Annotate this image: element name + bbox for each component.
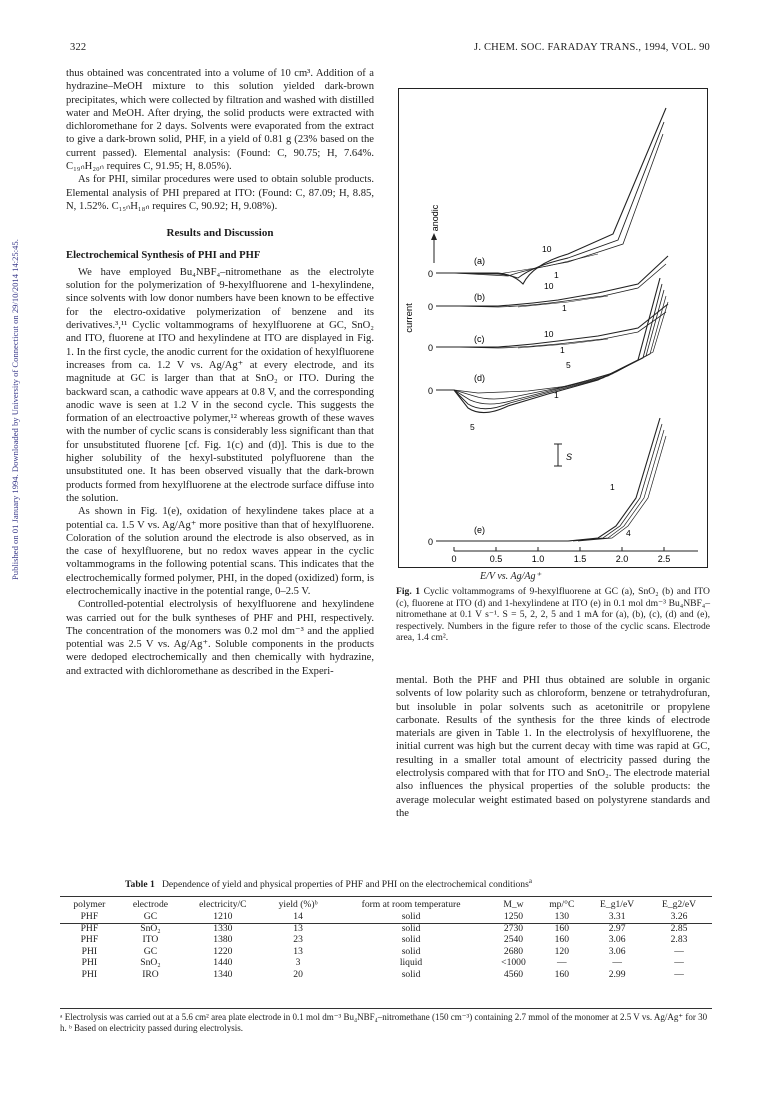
table-cell: 120: [554, 945, 569, 957]
table-rule-bottom: [60, 1008, 712, 1009]
running-header: J. CHEM. SOC. FARADAY TRANS., 1994, VOL. 90: [474, 42, 710, 53]
table-header-cell: polymer: [73, 899, 106, 910]
table-cell: —: [612, 957, 622, 969]
table-cell: solid: [401, 945, 421, 957]
table-cell: —: [557, 957, 567, 969]
table-cell: 2.99: [608, 968, 626, 980]
scan-number: 10: [542, 244, 552, 254]
caption-label: Fig. 1: [396, 586, 421, 597]
table-cell: 2.97: [608, 922, 626, 934]
scan-number: 1: [554, 270, 559, 280]
table-header-row: [60, 898, 710, 911]
paragraph: mental. Both the PHF and PHI thus obtained are soluble in organic solvents of low polarity such as chloroform, benzene or tetrahydrofuran, but insoluble in polar solvents such as acetonitrile or propylene carbonate. Results of the synthesis for the three kinds of electrode materials are given in Table 1. In the electrolysis of hexylfluorene, the initial current was high but the current decay with time was rapid at GC, resulting in a smaller total amount of electricity passed during the electrolysis compared with that for ITO and SnO₂. The electrode material also influences the physical properties of the soluble products: the average molecular weight estimated based on polystyrene standards and the: [396, 675, 710, 819]
table-cell: PHI: [81, 957, 98, 969]
paragraph: As shown in Fig. 1(e), oxidation of hexylindene takes place at a potential ca. 1.5 V vs. Ag/Ag⁺ more positive than that of hexylfluorene. Coloration of the solution around the electrode is also observed, as in the case of hexylfluorene, but no redox waves appear in the cyclic voltammograms in the following potential scans. This indicates that the electrochemically formed polymer, PHI, in the doped (oxidized) form, is electrochemically inactive in the potential range, 0–2.5 V.: [66, 506, 374, 597]
table-title: [125, 877, 715, 890]
paragraph: We have employed Bu₄NBF₄–nitromethane as the electrolyte solution for the polymerization of 9-hexylfluorene and 1-hexylindene, since solvents with low donor numbers have been known to be effective for the electro-oxidative polymerization of benzene and its derivatives.³,¹¹ Cyclic voltammograms of hexylfluorene at GC, SnO₂ and ITO, fluorene at ITO and hexylindene at ITO are displayed in Fig. 1. In the first cycle, the anodic current for the oxidation of hexylfluorene increases from ca. 1.2 V vs. Ag/Ag⁺ at every electrode, and its magnitude at GC is larger than that at SnO₂ or ITO. During the backward scan, a cathodic wave appears at 0.8 V, and the corresponding anodic wave is seen at 1.2 V in the second cycle. This suggests the formation of an electroactive polymer,¹² whereas growth of these waves with the number of cyclic scans is considerably less significant than that for unsubstituted fluorene [cf. Fig. 1(c) and (d)]. This is due to the higher solubility of the hexyl-substituted polyfluorene than the unsubstituted one. It has been observed visually that the dark-brown products formed from hexylfluorene at the electrode surface diffuse into the solution.: [66, 266, 374, 504]
table-cell: GC: [143, 911, 158, 922]
scan-number: 1: [610, 482, 615, 492]
panel-label: (d): [474, 373, 485, 383]
x-tick-label: 1.5: [573, 554, 587, 564]
table-row: [60, 957, 710, 969]
table-cell: 14: [293, 911, 303, 922]
table-cell: solid: [401, 922, 421, 934]
table-cell: 13: [293, 945, 303, 957]
table-cell: 13: [293, 922, 303, 934]
table-cell: 130: [554, 911, 569, 922]
table-cell: 1380: [213, 934, 233, 946]
table-cell: —: [674, 957, 684, 969]
table-cell: ITO: [142, 934, 159, 946]
table-cell: 160: [554, 934, 569, 946]
table-cell: 2.85: [670, 922, 688, 934]
table-header-cell: M_w: [503, 899, 524, 910]
table-cell: 2680: [503, 945, 524, 957]
table-cell: 1220: [213, 945, 233, 957]
scan-number: 4: [626, 528, 631, 538]
x-axis-label: E/V vs. Ag/Ag⁺: [480, 571, 541, 582]
table-header-cell: mp/°C: [549, 899, 575, 910]
table-cell: 1210: [213, 911, 233, 922]
panel-label: (b): [474, 292, 485, 302]
table-row: [60, 911, 710, 923]
table-cell: 2.83: [670, 934, 688, 946]
x-tick-label: 0.5: [489, 554, 503, 564]
table-cell: 3.06: [608, 934, 626, 946]
paragraph: As for PHI, similar procedures were used to obtain soluble products. Elemental analysis of PHI prepared at ITO: (Found: C, 87.09; H, 8.85, N, 1.52%. C₁₅ₙH₁₈ₙ requires C, 90.92; H, 9.08%).: [66, 174, 374, 212]
zero-label: 0: [428, 386, 434, 396]
zero-label: 0: [428, 343, 434, 353]
table-cell: GC: [143, 945, 158, 957]
table-cell: 2540: [503, 934, 524, 946]
x-tick-label: 2.0: [615, 554, 629, 564]
table-cell: SnO₂: [140, 957, 161, 969]
right-column: [396, 674, 710, 820]
table-header-cell: form at room temperature: [361, 899, 461, 910]
table-cell: 20: [293, 968, 303, 980]
table-cell: solid: [401, 934, 421, 946]
table-cell: solid: [401, 968, 421, 980]
table-cell: PHF: [80, 934, 99, 946]
table-label: Table 1: [125, 879, 155, 891]
zero-label: 0: [428, 302, 434, 312]
scan-number: 5: [566, 360, 571, 370]
table-header-cell: E_g1/eV: [600, 899, 635, 910]
table-cell: 1440: [213, 957, 233, 969]
table-header-cell: electricity/C: [199, 899, 247, 910]
table-cell: SnO₂: [140, 922, 161, 934]
scale-bar: [554, 444, 572, 466]
table-cell: PHI: [81, 968, 98, 980]
table-cell: IRO: [142, 968, 159, 980]
x-tick-label: 0: [451, 554, 457, 564]
table-cell: 160: [554, 922, 569, 934]
zero-label: 0: [428, 537, 434, 547]
table-rule-mid: [60, 923, 712, 924]
table-cell: —: [674, 968, 684, 980]
scan-number: 1: [560, 345, 565, 355]
table-cell: 23: [293, 934, 303, 946]
x-axis-ticks: [451, 547, 670, 564]
scale-label: S: [566, 452, 573, 462]
table-cell: PHF: [80, 922, 99, 934]
table-row: [60, 946, 710, 958]
figure-1: [398, 88, 708, 568]
panel-label: (a): [474, 256, 485, 266]
x-tick-label: 2.5: [657, 554, 671, 564]
table-cell: 3.06: [608, 945, 626, 957]
y-axis-label: current: [404, 303, 415, 333]
table-cell: PHI: [81, 945, 98, 957]
scan-number: 5: [470, 422, 475, 432]
table-cell: 1250: [503, 911, 524, 922]
table-header-cell: yield (%)ᵇ: [278, 899, 318, 910]
panel-c: [428, 304, 668, 355]
panel-label: (e): [474, 525, 485, 535]
table-cell: liquid: [399, 957, 423, 969]
table-cell: PHF: [80, 911, 99, 922]
panel-a: [428, 108, 666, 284]
anodic-label: anodic: [430, 204, 440, 232]
table-cell: 3.31: [608, 911, 626, 922]
table-title-text: Dependence of yield and physical properties of PHF and PHI on the electrochemical conditions: [161, 879, 529, 891]
caption-text: Cyclic voltammograms of 9-hexylfluorene at GC (a), SnO₂ (b) and ITO (c), fluorene at ITO (d) and 1-hexylindene at ITO (e) in 0.1 mol dm⁻³ Bu₄NBF₄–nitromethane at 0.1 V s⁻¹. S = 5, 2, 2, 5 and 1 mA for (a), (b), (c), (d) and (e), respectively. Numbers in the figure refer to those of the cyclic scans. Electrode area, 1.4 cm².: [396, 586, 710, 644]
table-header-cell: E_g2/eV: [661, 899, 697, 910]
section-heading: Results and Discussion: [166, 227, 274, 240]
scan-number: 10: [544, 281, 554, 291]
table-row: [60, 934, 710, 946]
subsection-heading: Electrochemical Synthesis of PHI and PHF: [66, 249, 261, 261]
panel-e: [428, 418, 666, 547]
table-row: [60, 923, 710, 935]
table-cell: 1340: [213, 968, 233, 980]
publication-note: Published on 01 January 1994. Downloaded by University of Connecticut on 29/10/2014 14:25:45.: [10, 239, 20, 580]
figure-caption: [396, 586, 710, 644]
left-column: [66, 67, 374, 678]
table-cell: <1000: [501, 957, 526, 969]
cyclic-voltammogram-plot: [398, 88, 708, 568]
arrow-head-icon: [431, 233, 437, 240]
table-row: [60, 969, 710, 981]
table-header-cell: electrode: [132, 899, 169, 910]
table-cell: 3.26: [670, 911, 688, 922]
table-cell: 3: [295, 957, 301, 969]
scan-number: 1: [562, 303, 567, 313]
table-cell: —: [674, 945, 684, 957]
scan-number: 1: [554, 390, 559, 400]
table-body: [60, 911, 710, 981]
table-1: [60, 898, 710, 981]
page-number: 322: [70, 42, 87, 53]
x-tick-label: 1.0: [531, 554, 545, 564]
paragraph: Controlled-potential electrolysis of hexylfluorene and hexylindene was carried out for the bulk syntheses of PHF and PHI, respectively. The concentration of the monomers was 0.2 mol dm⁻³ and the applied potential was 2.5 V vs. Ag/Ag⁺. Soluble components in the products were dedoped electrochemically and then chemically with hydrazine, and extracted with dichloromethane as described in the Experi-: [66, 599, 374, 677]
table-rule-top: [60, 896, 712, 897]
table-cell: 1330: [213, 922, 233, 934]
panel-label: (c): [474, 334, 485, 344]
table-cell: 4560: [503, 968, 524, 980]
table-cell: 160: [554, 968, 569, 980]
table-footnote: ᵃ Electrolysis was carried out at a 5.6 cm² area plate electrode in 0.1 mol dm⁻³ Bu₄NBF₄–nitromethane (150 cm⁻³) containing 2.7 mmol of the monomer at 2.5 V vs. Ag/Ag⁺ for 30 h. ᵇ Based on electricity passed during electrolysis.: [60, 1012, 708, 1033]
table-cell: 2730: [503, 922, 524, 934]
panel-b: [428, 256, 668, 313]
scan-number: 10: [544, 329, 554, 339]
paragraph: thus obtained was concentrated into a volume of 10 cm³. Addition of a hydrazine–MeOH mixture to this solution yielded dark-brown precipitates, which were collected by filtration and washed with distilled water and MeOH. After drying, the solid products were extracted with dichloromethane for 2 days. Solvents were evaporated from the extract to give a dark-brown solid, PHF, in a yield of 0.81 g (23% based on the current passed). Elemental analysis: (Found: C, 90.75; H, 7.64%. C₁₉ₙH₂₀ₙ requires C, 91.95; H, 8.05%).: [66, 68, 374, 173]
zero-label: 0: [428, 269, 434, 279]
table-cell: solid: [401, 911, 421, 922]
table-title-mark: a: [528, 877, 532, 885]
